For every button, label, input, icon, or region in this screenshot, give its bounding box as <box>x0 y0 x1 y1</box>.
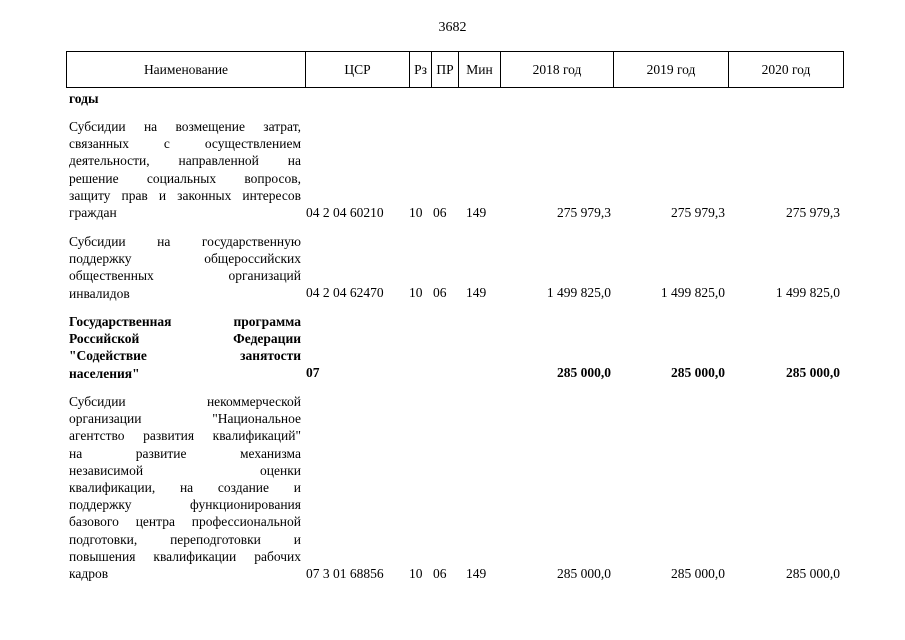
row-csr: 04 2 04 60210 <box>306 205 384 220</box>
row-2020: 285 000,0 <box>786 365 840 380</box>
header-pr: ПР <box>432 52 459 87</box>
header-2018: 2018 год <box>501 52 614 87</box>
row-name-line: населения" <box>69 365 140 381</box>
row-2019: 285 000,0 <box>671 365 725 380</box>
row-name-line: поддержку общероссийских <box>69 251 301 267</box>
row-name-line: граждан <box>69 204 117 220</box>
row-name-line: инвалидов <box>69 285 130 301</box>
row-name-line: деятельности, направленной на <box>69 153 301 169</box>
row-pr: 06 <box>433 205 447 220</box>
row-min: 149 <box>466 205 487 220</box>
table-row <box>69 313 301 382</box>
page-number: 3682 <box>438 20 467 35</box>
row-2019: 285 000,0 <box>671 566 725 581</box>
row-csr: 07 3 01 68856 <box>306 566 384 581</box>
row-name-line: агентство развития квалификаций" <box>69 428 301 444</box>
row-name-line: на развитие механизма <box>69 445 301 461</box>
row-2020: 285 000,0 <box>786 566 840 581</box>
row-pr: 06 <box>433 285 447 300</box>
table-row <box>69 90 301 107</box>
header-2020: 2020 год <box>761 62 811 77</box>
row-2020: 1 499 825,0 <box>775 285 840 300</box>
row-name-line: подготовки, переподготовки и <box>69 531 301 547</box>
header-name: Наименование <box>67 52 306 87</box>
row-name-line: Российской Федерации <box>69 331 301 347</box>
row-name-line: Субсидии на возмещение затрат, <box>69 119 301 134</box>
row-rz: 10 <box>409 566 423 581</box>
row-name-line: базового центра профессиональной <box>69 514 301 530</box>
row-name-line: независимой оценки <box>69 462 301 478</box>
row-2019: 1 499 825,0 <box>660 285 725 300</box>
row-name-line: Субсидии на государственную <box>69 234 301 249</box>
row-2020: 275 979,3 <box>786 205 840 220</box>
row-pr: 06 <box>433 566 447 581</box>
row-2018: 275 979,3 <box>557 205 611 220</box>
row-rz: 10 <box>409 285 423 300</box>
row-name-line: "Содействие занятости <box>69 348 301 364</box>
row-name-line: Субсидии некоммерческой <box>69 394 301 409</box>
row-name-line: повышения квалификации рабочих <box>69 548 301 564</box>
row-name-line: связанных с осуществлением <box>69 136 301 152</box>
row-min: 149 <box>466 566 487 581</box>
row-2019: 275 979,3 <box>671 205 725 220</box>
row-2018: 1 499 825,0 <box>546 285 611 300</box>
header-min: Мин <box>459 52 501 87</box>
row-csr: 07 <box>306 365 320 380</box>
header-csr: ЦСР <box>306 52 410 87</box>
row-2018: 285 000,0 <box>557 365 611 380</box>
row-name-line: организации "Национальное <box>69 411 301 427</box>
table-row <box>69 233 301 302</box>
row-name-line: общественных организаций <box>69 268 301 284</box>
row-csr: 04 2 04 62470 <box>306 285 384 300</box>
header-2019: 2019 год <box>614 52 729 87</box>
row-name-line: кадров <box>69 565 109 581</box>
row-name-line: защиту прав и законных интересов <box>69 187 301 203</box>
row-name-line: квалификации, на создание и <box>69 479 301 495</box>
row-name-line: Государственная программа <box>69 314 301 329</box>
table-header <box>66 51 844 88</box>
row-rz: 10 <box>409 205 423 220</box>
table-row <box>69 393 301 582</box>
row-min: 149 <box>466 285 487 300</box>
row-2018: 285 000,0 <box>557 566 611 581</box>
table-row <box>69 118 301 221</box>
row-name-line: решение социальных вопросов, <box>69 170 301 186</box>
header-rz: Рз <box>410 52 432 87</box>
row-name-line: годы <box>69 91 99 106</box>
row-name-line: поддержку функционирования <box>69 497 301 513</box>
